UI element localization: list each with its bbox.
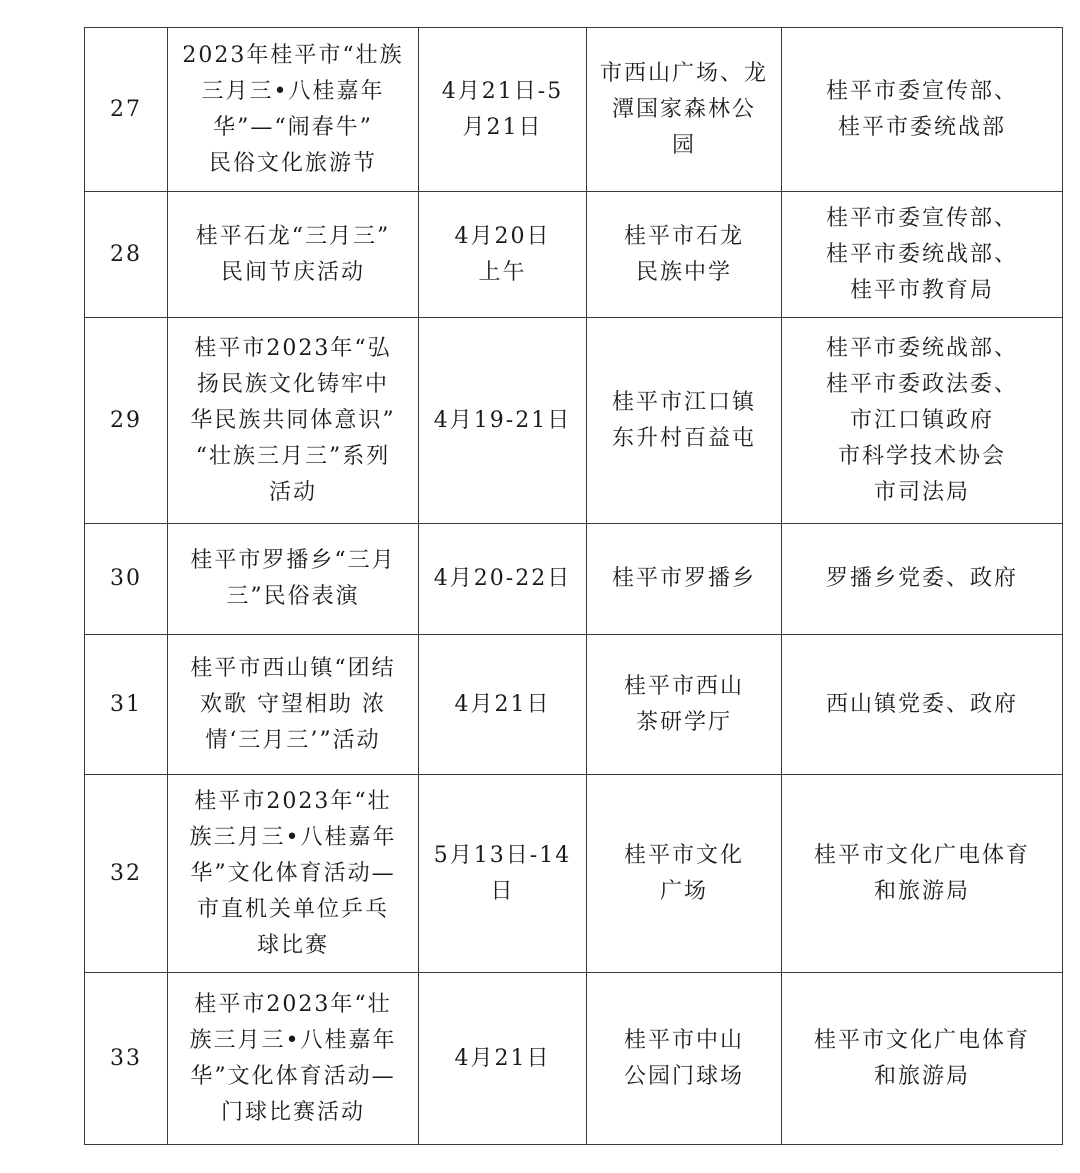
activity-name-line: 民间节庆活动 [220,259,365,285]
activity-place-cell [587,775,782,973]
row-number: 29 [110,407,142,433]
activity-name-line: 三”民俗表演 [226,584,360,609]
activity-name-line: 族三月三•八桂嘉年 [189,1027,397,1053]
table-row [85,28,1063,192]
organizer-line: 桂平市委宣传部、 [825,205,1018,231]
activity-schedule-table [84,27,1063,1145]
activity-name-cell [168,318,419,524]
organizer-line: 市江口镇政府 [849,407,994,433]
row-number: 27 [110,96,142,122]
organizer-line: 西山镇党委、政府 [825,691,1018,717]
activity-name-line: 扬民族文化铸牢中 [196,371,389,397]
organizer-line: 市科学技术协会 [837,443,1006,469]
activity-name-line: 桂平市2023年“壮 [194,991,392,1017]
activity-place-line: 桂平市石龙 [623,223,744,249]
activity-place-line: 东升村百益屯 [611,425,756,451]
activity-place-line: 桂平市罗播乡 [611,566,756,591]
activity-name-line: 桂平市2023年“壮 [194,788,392,814]
organizer-cell [782,635,1063,775]
activity-date-line: 4月20日 [454,223,551,249]
activity-name-line: 情‘三月三’”活动 [205,727,381,753]
activity-name-line: 桂平市罗播乡“三月 [190,548,396,573]
activity-name-line: “壮族三月三”系列 [195,443,391,469]
activity-place-cell [587,635,782,775]
row-number-cell [85,973,168,1145]
organizer-line: 和旅游局 [873,1063,970,1089]
activity-name-line: 华”文化体育活动— [190,860,396,886]
activity-name-line: 三月三•八桂嘉年 [201,78,385,104]
activity-place-line: 桂平市文化 [623,842,744,868]
organizer-line: 和旅游局 [873,878,970,904]
activity-name-cell [168,635,419,775]
row-number: 28 [110,241,142,267]
organizer-cell [782,192,1063,318]
activity-date-cell [419,318,587,524]
activity-date-cell [419,635,587,775]
activity-name-line: 市直机关单位乒乓 [196,896,389,922]
organizer-line: 罗播乡党委、政府 [825,566,1018,591]
activity-place-line: 潭国家森林公 [611,96,756,122]
activity-date-line: 4月20-22日 [433,566,572,591]
activity-name-line: 华”—“闹春牛” [213,114,373,140]
schedule-table-body [85,28,1063,1145]
activity-place-line: 公园门球场 [623,1063,744,1089]
activity-date-cell [419,28,587,192]
activity-name-cell [168,775,419,973]
row-number-cell [85,28,168,192]
activity-date-line: 4月21日-5 [441,78,564,104]
activity-name-cell [168,524,419,635]
activity-name-line: 2023年桂平市“壮族 [182,42,404,68]
organizer-line: 桂平市委统战部、 [825,335,1018,361]
organizer-cell [782,318,1063,524]
activity-date-cell [419,524,587,635]
activity-date-line: 5月13日-14 [433,842,572,868]
activity-name-line: 桂平市西山镇“团结 [190,655,396,681]
activity-name-cell [168,973,419,1145]
organizer-line: 桂平市文化广电体育 [813,1027,1030,1053]
activity-date-cell [419,192,587,318]
organizer-line: 桂平市教育局 [849,277,994,303]
activity-name-line: 族三月三•八桂嘉年 [189,824,397,850]
organizer-line: 桂平市委统战部 [837,114,1006,140]
row-number: 31 [110,691,142,717]
activity-name-line: 桂平石龙“三月三” [195,223,391,249]
activity-name-line: 民俗文化旅游节 [208,150,377,176]
activity-name-cell [168,192,419,318]
activity-name-line: 门球比赛活动 [220,1099,365,1125]
table-row [85,524,1063,635]
activity-place-cell [587,973,782,1145]
row-number: 32 [110,860,142,886]
activity-place-line: 园 [671,132,696,158]
row-number-cell [85,524,168,635]
activity-place-line: 市西山广场、龙 [599,60,768,86]
activity-place-line: 茶研学厅 [635,709,732,735]
table-row [85,973,1063,1145]
organizer-cell [782,28,1063,192]
table-row [85,192,1063,318]
activity-name-cell [168,28,419,192]
activity-date-line: 上午 [478,259,527,285]
activity-place-cell [587,192,782,318]
activity-place-line: 桂平市西山 [623,673,744,699]
activity-date-line: 月21日 [462,114,543,140]
activity-place-cell [587,318,782,524]
activity-date-cell [419,973,587,1145]
activity-place-line: 桂平市江口镇 [611,389,756,415]
activity-place-line: 民族中学 [635,259,732,285]
row-number-cell [85,192,168,318]
table-row [85,775,1063,973]
activity-date-line: 4月19-21日 [433,407,572,433]
activity-date-line: 4月21日 [454,691,551,717]
row-number: 30 [110,566,142,591]
activity-date-line: 日 [490,878,515,904]
activity-date-line: 4月21日 [454,1045,551,1071]
activity-name-line: 球比赛 [256,932,329,958]
activity-place-cell [587,28,782,192]
activity-place-cell [587,524,782,635]
organizer-line: 桂平市文化广电体育 [813,842,1030,868]
activity-place-line: 广场 [659,878,708,904]
activity-name-line: 华民族共同体意识” [190,407,396,433]
table-row [85,635,1063,775]
activity-name-line: 华”文化体育活动— [190,1063,396,1089]
organizer-line: 桂平市委统战部、 [825,241,1018,267]
organizer-line: 桂平市委宣传部、 [825,78,1018,104]
activity-name-line: 桂平市2023年“弘 [194,335,392,361]
row-number-cell [85,318,168,524]
organizer-cell [782,775,1063,973]
activity-date-cell [419,775,587,973]
activity-name-line: 欢歌 守望相助 浓 [200,691,386,717]
organizer-line: 市司法局 [873,479,970,505]
activity-place-line: 桂平市中山 [623,1027,744,1053]
row-number-cell [85,775,168,973]
row-number: 33 [110,1045,142,1071]
activity-name-line: 活动 [268,479,317,505]
organizer-cell [782,524,1063,635]
organizer-cell [782,973,1063,1145]
organizer-line: 桂平市委政法委、 [825,371,1018,397]
table-row [85,318,1063,524]
row-number-cell [85,635,168,775]
